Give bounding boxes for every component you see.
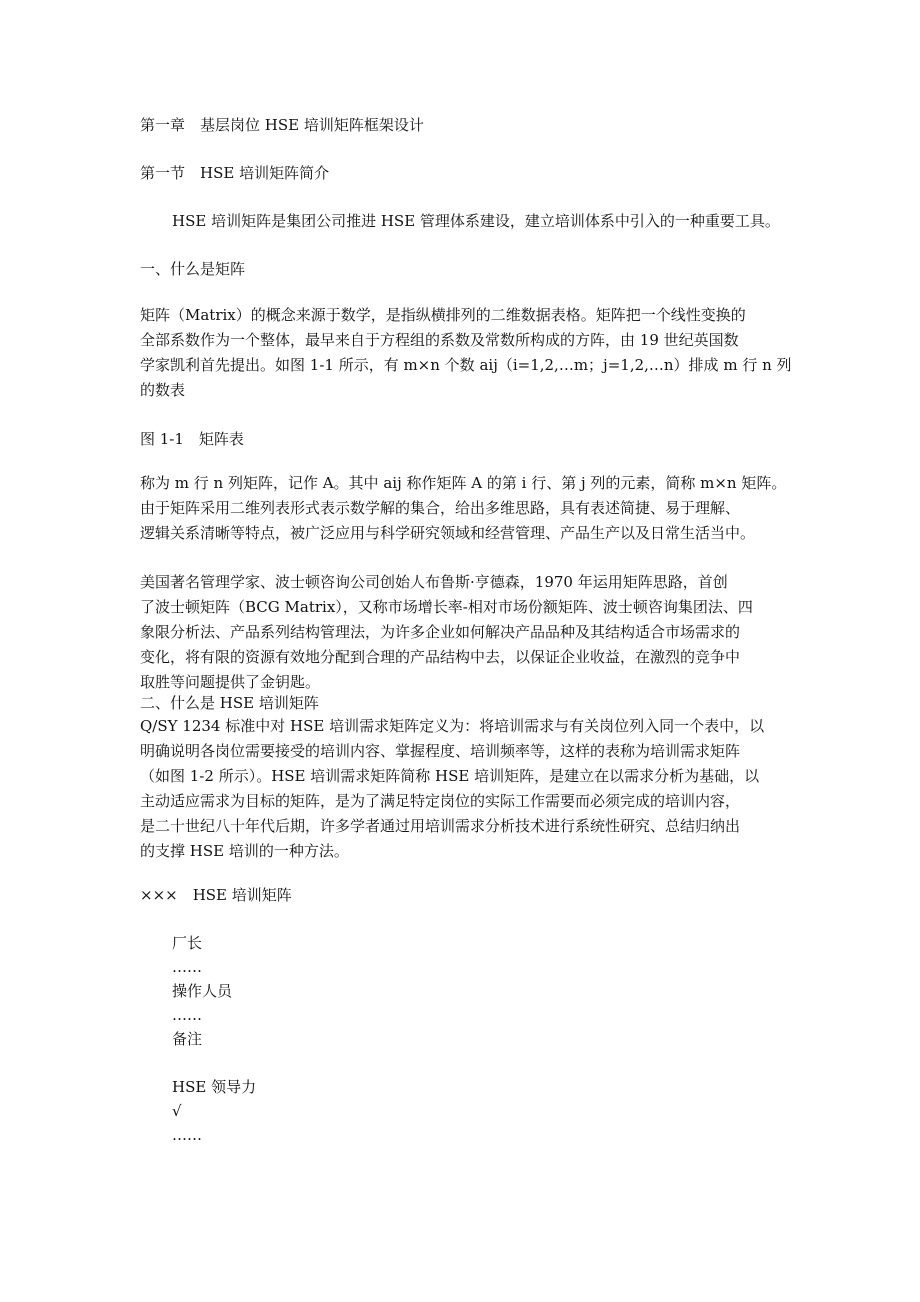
matrix-row-label: HSE 领导力 [172, 1078, 257, 1096]
paragraph-line: 矩阵（Matrix）的概念来源于数学，是指纵横排列的二维数据表格。矩阵把一个线性变换的 [140, 306, 746, 324]
intro-paragraph: HSE 培训矩阵是集团公司推进 HSE 管理体系建设，建立培训体系中引入的一种重要工具。 [172, 212, 780, 230]
matrix-row-label: …… [172, 1006, 202, 1024]
paragraph-line: 逻辑关系清晰等特点，被广泛应用与科学研究领域和经营管理、产品生产以及日常生活当中。 [140, 524, 756, 542]
part2-title: 二、什么是 HSE 培训矩阵 [140, 694, 319, 712]
paragraph-line: 学家凯利首先提出。如图 1-1 所示，有 m×n 个数 aij（i=1,2,…m；j=1,2,…n）排成 m 行 n 列 [140, 356, 792, 374]
matrix-row-label: …… [172, 958, 202, 976]
paragraph-line: 明确说明各岗位需要接受的培训内容、掌握程度、培训频率等，这样的表称为培训需求矩阵 [140, 742, 741, 760]
paragraph-line: 变化，将有限的资源有效地分配到合理的产品结构中去，以保证企业收益，在激烈的竞争中 [140, 648, 741, 666]
matrix-row-label: 操作人员 [172, 982, 233, 1000]
paragraph-line: 象限分析法、产品系列结构管理法，为许多企业如何解决产品品种及其结构适合市场需求的 [140, 623, 741, 641]
paragraph-line: 主动适应需求为目标的矩阵，是为了满足特定岗位的实际工作需要而必须完成的培训内容， [140, 792, 741, 810]
paragraph-line: 的数表 [140, 381, 186, 399]
paragraph-line: 取胜等问题提供了金钥匙。 [140, 673, 321, 691]
paragraph-line: 是二十世纪八十年代后期，许多学者通过用培训需求分析技术进行系统性研究、总结归纳出 [140, 817, 741, 835]
part1-title: 一、什么是矩阵 [140, 260, 246, 278]
section-heading: 第一节 HSE 培训矩阵简介 [140, 164, 330, 182]
paragraph-line: 美国著名管理学家、波士顿咨询公司创始人布鲁斯·亨德森，1970 年运用矩阵思路，首创 [140, 573, 728, 591]
paragraph-line: 全部系数作为一个整体，最早来自于方程组的系数及常数所构成的方阵，由 19 世纪英国数 [140, 331, 739, 349]
paragraph-line: 由于矩阵采用二维列表形式表示数学解的集合，给出多维思路，具有表述简捷、易于理解、 [140, 499, 741, 517]
chapter-heading: 第一章 基层岗位 HSE 培训矩阵框架设计 [140, 116, 424, 134]
matrix-row-label: 备注 [172, 1030, 203, 1048]
part1-paragraph-1 [140, 303, 792, 403]
figure-caption: 图 1-1 矩阵表 [140, 430, 244, 448]
part1-paragraph-2 [140, 471, 785, 546]
matrix-row-label: 厂长 [172, 934, 203, 952]
part1-paragraph-3 [140, 570, 785, 695]
paragraph-line: 了波士顿矩阵（BCG Matrix），又称市场增长率-相对市场份额矩阵、波士顿咨询集团法、四 [140, 598, 753, 616]
matrix-row-label: …… [172, 1126, 202, 1144]
paragraph-line: Q/SY 1234 标准中对 HSE 培训需求矩阵定义为：将培训需求与有关岗位列入同一个表中，以 [140, 717, 765, 735]
paragraph-line: （如图 1-2 所示）。HSE 培训需求矩阵简称 HSE 培训矩阵，是建立在以需求分析为基础，以 [140, 767, 760, 785]
paragraph-line: 的支撑 HSE 培训的一种方法。 [140, 842, 349, 860]
paragraph-line: 称为 m 行 n 列矩阵，记作 A。其中 aij 称作矩阵 A 的第 i 行、第 j 列的元素，简称 m×n 矩阵。 [140, 474, 787, 492]
part2-paragraph-1 [140, 714, 785, 864]
matrix-title: ××× HSE 培训矩阵 [140, 886, 292, 904]
checkmark: √ [172, 1102, 182, 1120]
